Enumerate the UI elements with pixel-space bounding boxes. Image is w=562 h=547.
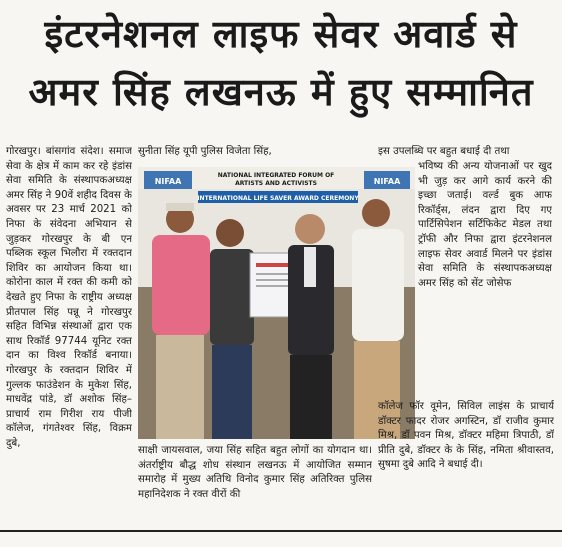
article-paragraph-3-top: इस उपलब्धि पर बहुत बधाई दी तथा: [378, 146, 510, 157]
article-column-3-bottom: [378, 400, 554, 530]
article-column-1: [6, 145, 132, 525]
article-paragraph-2-top: सुनीता सिंह यूपी पुलिस विजेता सिंह,: [138, 146, 272, 157]
banner-logo-right: NIFAA: [373, 177, 401, 186]
article-column-3-top: [378, 145, 552, 161]
article-paragraph-2-bottom: साक्षी जायसवाल, जया सिंह सहित बहुत लोगों का योगदान था। अंतर्राष्ट्रीय बौद्ध शोध संस्थान लखनऊ में आयोजित सम्मान समारोह में मुख्य अतिथि विनोद कुमार सिंह अतिरिक्त पुलिस महानिदेशक ने रक्त वीरों की: [138, 445, 372, 500]
headline-line-2: अमर सिंह लखनऊ में हुए सम्मानित: [28, 70, 534, 114]
article-column-2-top: [138, 145, 372, 161]
banner-title-line-3: INTERNATIONAL LIFE SAVER AWARD CEREMONY: [197, 195, 359, 202]
article-column-2-bottom: [138, 444, 372, 529]
banner-title-line-1: NATIONAL INTEGRATED FORUM OF: [217, 172, 335, 179]
next-article-strip: [0, 534, 562, 547]
news-photo: [138, 167, 415, 439]
banner-title-line-2: ARTISTS AND ACTIVISTS: [235, 180, 317, 187]
article-paragraph-3-bottom: कॉलेज फॉर वूमेन, सिविल लाइंस के प्राचार्य डॉक्टर फादर रोजर अगस्टिन, डॉ राजीव कुमार मिश्र, डॉ पवन मिश्र, डॉक्टर महिमा त्रिपाठी, डॉ प्रीति दुबे, डॉक्टर के के सिंह, नमिता श्रीवास्तव, सुषमा दुबे आदि ने बधाई दी।: [378, 401, 554, 471]
page-divider-rule: [0, 530, 562, 532]
headline-line-1: इंटरनेशनल लाइफ सेवर अवार्ड से: [44, 12, 518, 56]
award-ceremony-illustration: [138, 167, 415, 439]
article-paragraph-1: गोरखपुर। बांसगांव संदेश। समाज सेवा के क्षेत्र में काम कर रहे इंडांस सेवा समिति के संस्थापकअध्यक्ष अमर सिंह ने 90वें शहीद दिवस के अवसर पर 23 मार्च 2021 को निफा के संवेदना अभियान से जुड़कर गोरखपुर के बी एन पब्लिक स्कूल भिलौरा में रक्तदान शिविर का आयोजन किया था। कोरोना काल में रक्त की कमी को देखते हुए निफा के राष्ट्रीय अध्यक्ष प्रीतपाल सिंह पन्नू ने गोरखपुर सहित विभिन्न संस्थाओं द्वारा एक साथ रिकॉर्ड 97744 यूनिट रक्त दान का विश्व रिकॉर्ड बनाया। गोरखपुर के रक्तदान शिविर में गुल्लक फाउंडेशन के मुकेश सिंह, माधवेंद्र पांडे, डॉ अशोक सिंह–प्राचार्य राम गिरीश राय पीजी कॉलेज, गंगतेश्वर सिंह, विक्रम दुबे,: [6, 146, 132, 449]
banner-logo-left: NIFAA: [154, 177, 182, 186]
article-column-3-mid: [418, 160, 552, 400]
article-paragraph-3-mid: भविष्य की अन्य योजनाओं पर खुद भी जुड़ कर आगे कार्य करने की इच्छा जताई। वर्ल्ड बुक आफ रिकॉर्ड्स, लंदन द्वारा दिए गए पार्टिसिपेशन सर्टिफिकेट मेडल तथा ट्रॉफी और निफा द्वारा इंटरनेशनल लाइफ सेवर अवार्ड मिलने पर इंडांस सेवा समिति के संस्थापकअध्यक्ष अमर सिंह को सेंट जोसेफ: [418, 161, 552, 289]
